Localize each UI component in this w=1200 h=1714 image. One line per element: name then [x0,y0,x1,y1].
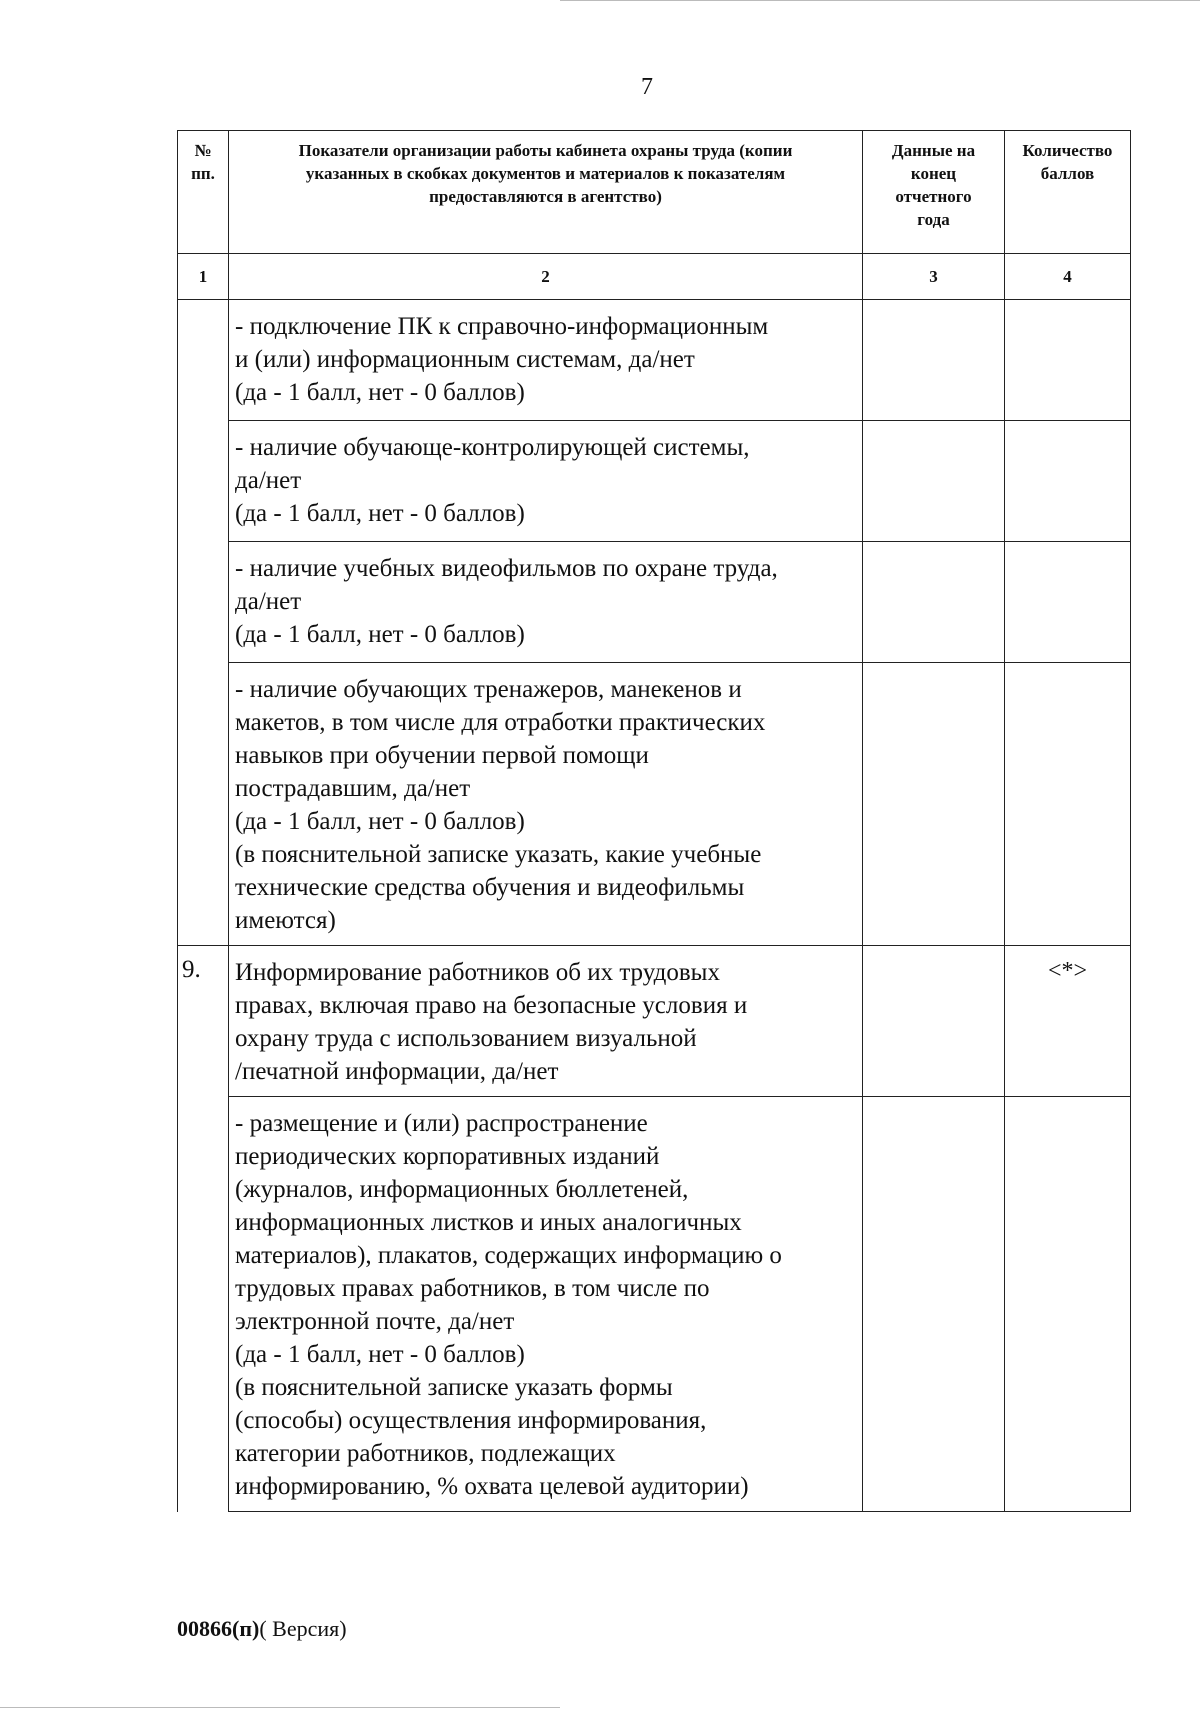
table-row [178,542,1131,663]
header-score: Количество баллов [1005,131,1131,254]
table-row [178,946,1131,1097]
row-number [178,542,229,663]
indicator-text [229,300,863,421]
column-numbers-row [178,254,1131,300]
text-line: (да - 1 балл, нет - 0 баллов) [235,621,525,648]
text-line: (в пояснительной записке указать, какие учебные [235,841,762,868]
data-cell [863,1097,1005,1512]
score-cell [1005,542,1131,663]
version-label: ( Версия) [259,1616,347,1641]
column-number: 3 [863,254,1005,300]
row-number [178,1097,229,1512]
text-line: категории работников, подлежащих [235,1440,616,1467]
indicator-text [229,663,863,946]
text-line: макетов, в том числе для отработки практических [235,709,766,736]
text-line: периодических корпоративных изданий [235,1143,660,1170]
text-line: Информирование работников об их трудовых [235,959,720,986]
indicators-table [177,130,1131,1512]
text-line: правах, включая право на безопасные условия и [235,992,748,1019]
text-line: (способы) осуществления информирования, [235,1407,707,1434]
row-number [178,663,229,946]
column-number: 1 [178,254,229,300]
text-line: да/нет [235,467,302,494]
table-row [178,663,1131,946]
data-cell [863,946,1005,1097]
table-row [178,300,1131,421]
text-line: (да - 1 балл, нет - 0 баллов) [235,1341,525,1368]
text-line: (да - 1 балл, нет - 0 баллов) [235,379,525,406]
row-number [178,421,229,542]
text-line: - размещение и (или) распространение [235,1110,648,1137]
text-line: пострадавшим, да/нет [235,775,471,802]
text-line: технические средства обучения и видеофильмы [235,874,745,901]
text-line: электронной почте, да/нет [235,1308,515,1335]
text-line: информированию, % охвата целевой аудитории) [235,1473,749,1500]
score-cell [1005,1097,1131,1512]
table-body [178,300,1131,1512]
text-line: навыков при обучении первой помощи [235,742,649,769]
table-header-row [178,131,1131,254]
document-code: 00866(п) [177,1616,260,1641]
column-number: 4 [1005,254,1131,300]
header-data: Данные на конец отчетного года [863,131,1005,254]
text-line: - подключение ПК к справочно-информационным [235,313,769,340]
header-number: № пп. [178,131,229,254]
table-row [178,421,1131,542]
score-cell [1005,300,1131,421]
indicator-text [229,542,863,663]
header-indicators: Показатели организации работы кабинета охраны труда (копии указанных в скобках документов и материалов к показателям предоставляются в агентство) [229,131,863,254]
text-line: - наличие обучающе-контролирующей системы, [235,434,750,461]
data-cell [863,300,1005,421]
indicator-text [229,1097,863,1512]
indicator-text [229,421,863,542]
row-number: 9. [178,946,229,1097]
text-line: информационных листков и иных аналогичных [235,1209,742,1236]
score-cell: <*> [1005,946,1131,1097]
text-line: охрану труда с использованием визуальной [235,1025,697,1052]
text-line: да/нет [235,588,302,615]
data-cell [863,542,1005,663]
page-number: 7 [641,74,653,100]
text-line: /печатной информации, да/нет [235,1058,559,1085]
text-line: - наличие обучающих тренажеров, манекенов и [235,676,742,703]
text-line: (журналов, информационных бюллетеней, [235,1176,689,1203]
indicator-text [229,946,863,1097]
score-cell [1005,663,1131,946]
text-line: трудовых правах работников, в том числе по [235,1275,710,1302]
text-line: (в пояснительной записке указать формы [235,1374,673,1401]
column-number: 2 [229,254,863,300]
footer-version [177,1616,347,1642]
row-number [178,300,229,421]
score-cell [1005,421,1131,542]
data-cell [863,663,1005,946]
text-line: и (или) информационным системам, да/нет [235,346,695,373]
table-row [178,1097,1131,1512]
text-line: материалов), плакатов, содержащих информацию о [235,1242,782,1269]
text-line: (да - 1 балл, нет - 0 баллов) [235,808,525,835]
top-edge-line [560,0,1200,1]
text-line: - наличие учебных видеофильмов по охране труда, [235,555,778,582]
bottom-edge-line [0,1707,560,1708]
text-line: имеются) [235,907,336,934]
text-line: (да - 1 балл, нет - 0 баллов) [235,500,525,527]
data-cell [863,421,1005,542]
